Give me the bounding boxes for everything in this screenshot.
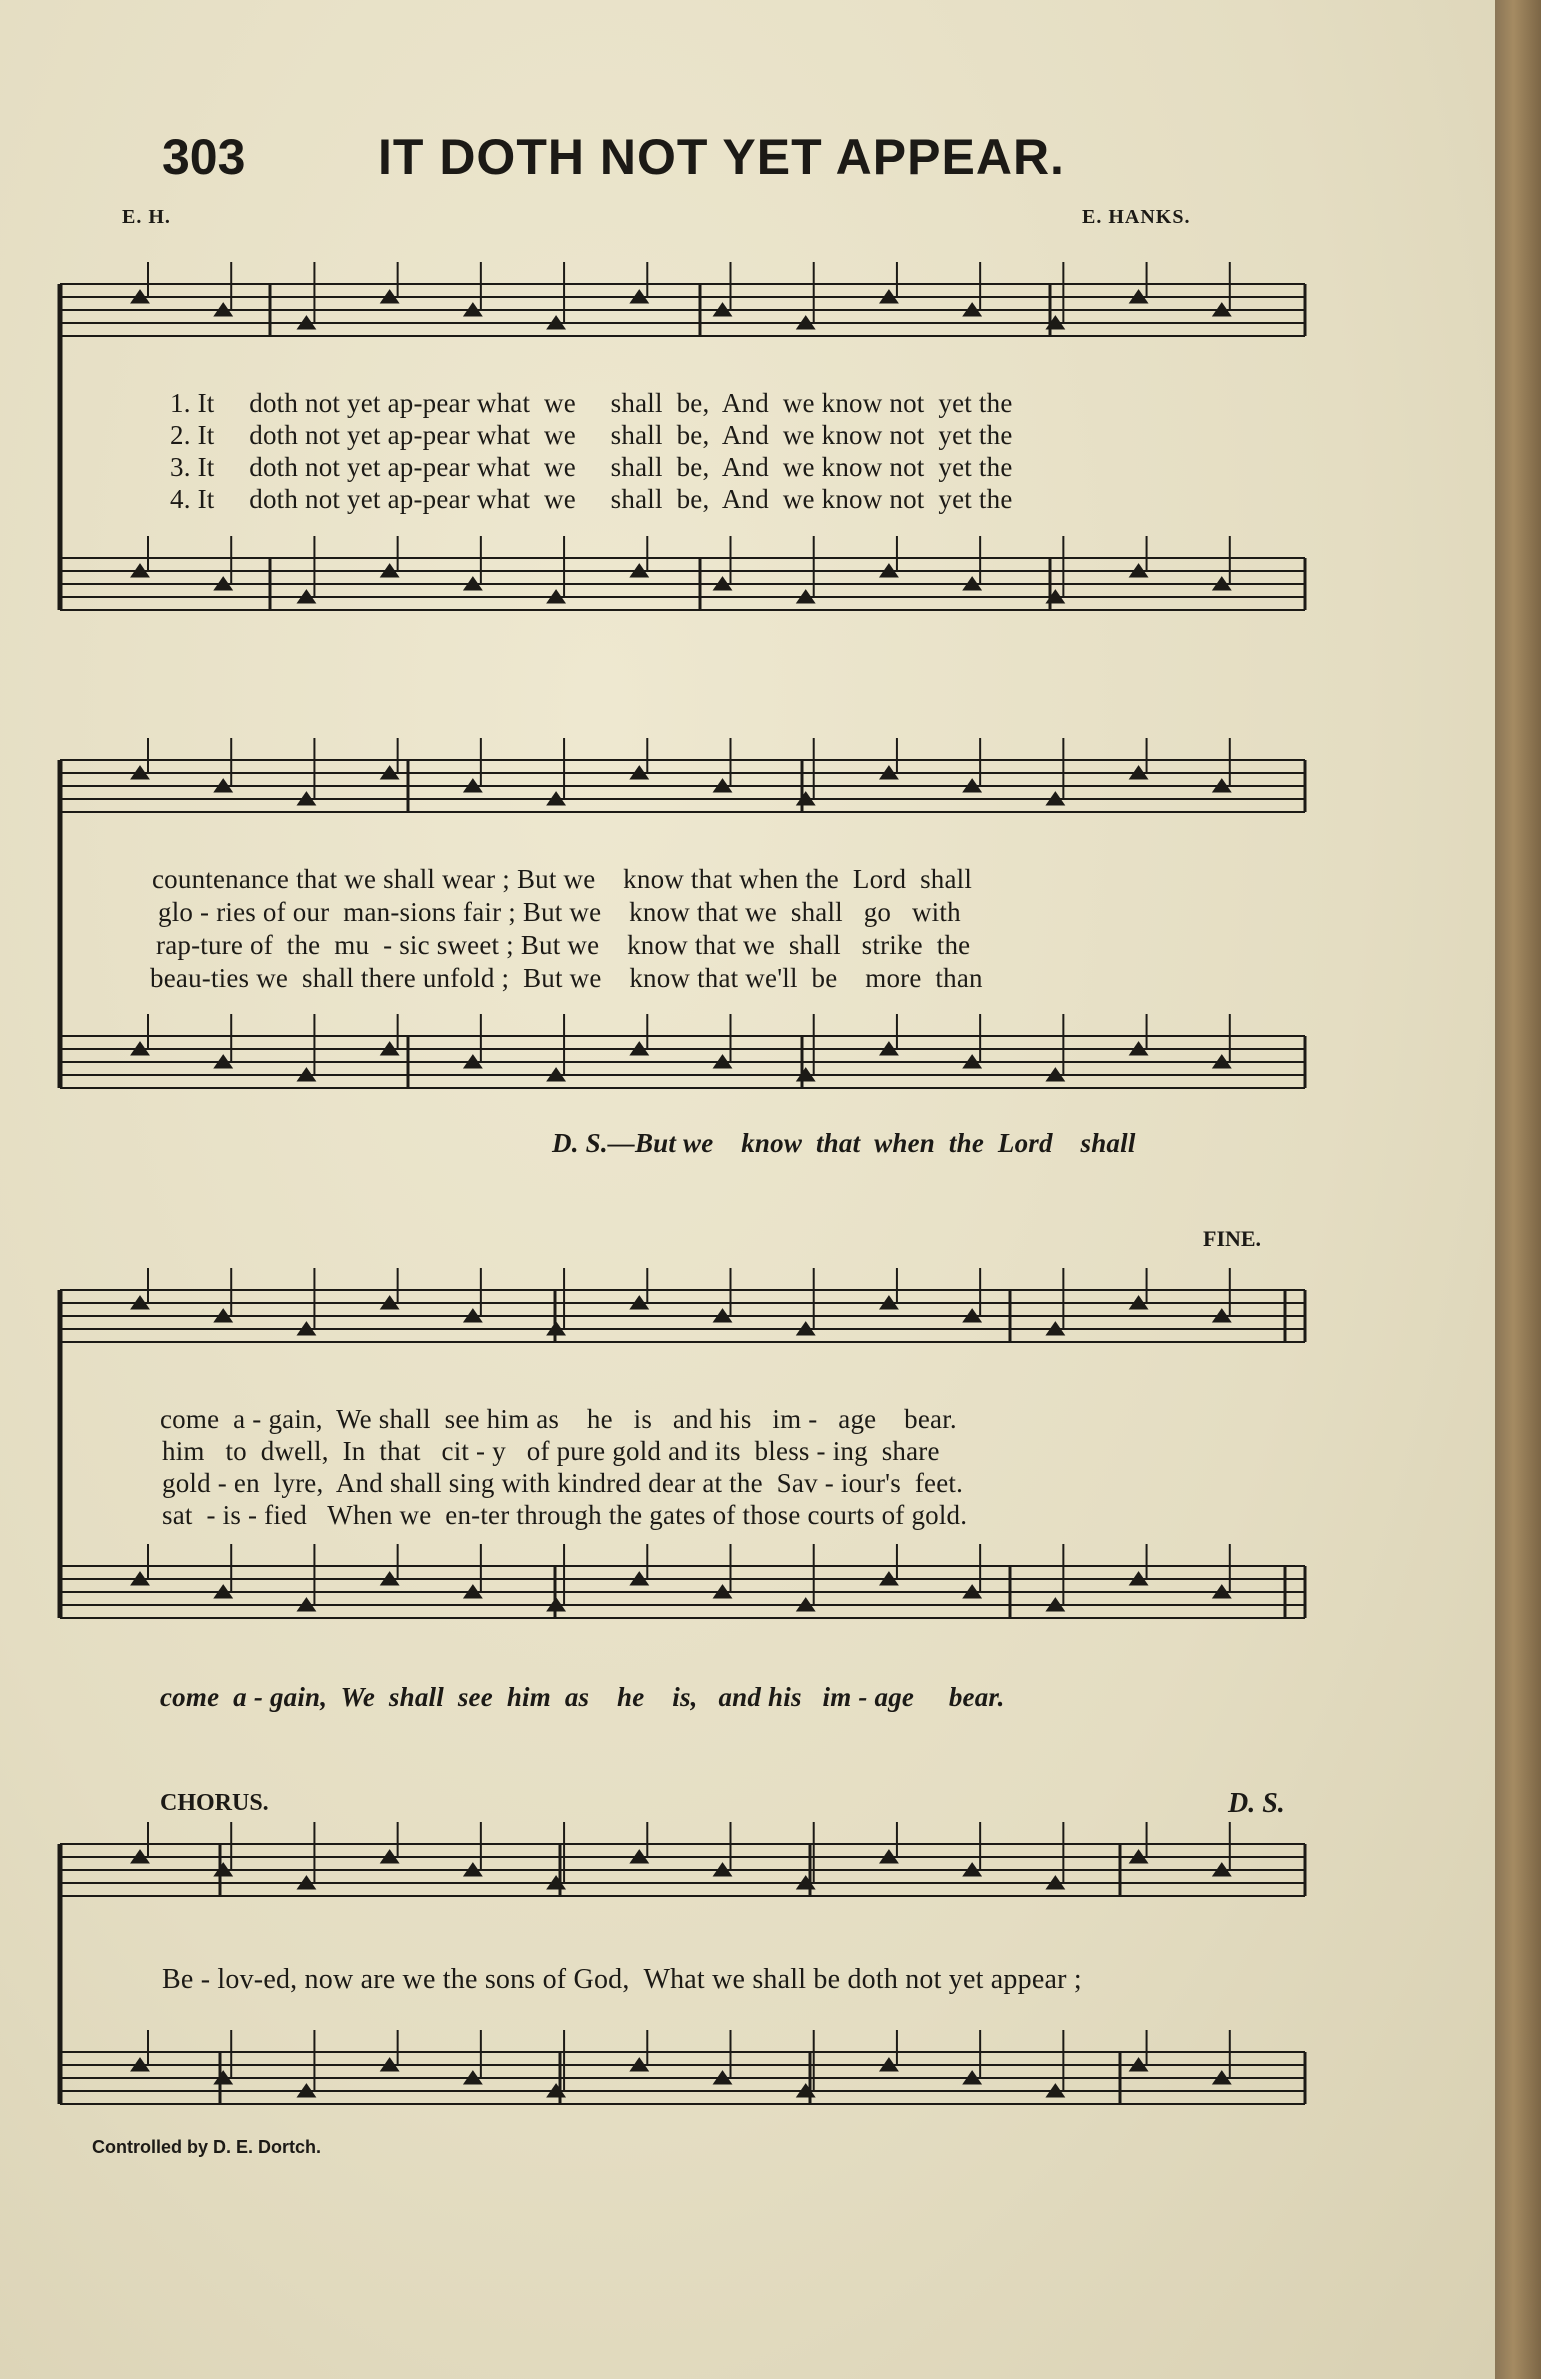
copyright-footer: Controlled by D. E. Dortch.	[92, 2137, 322, 2157]
chorus-label: CHORUS.	[160, 1790, 269, 1816]
lyric-verse-1-line-2: countenance that we shall wear ; But we know that when the Lord shall	[152, 864, 973, 894]
lyric-verse-3-line-3: gold - en lyre, And shall sing with kindred dear at the Sav - iour's feet.	[162, 1468, 964, 1498]
lyric-verse-2-line-3: him to dwell, In that cit - y of pure gold and its bless - ing share	[162, 1436, 940, 1466]
fine-mark: FINE.	[1203, 1226, 1262, 1251]
lyric-verse-2-line-1: 2. It doth not yet ap-pear what we shall be, And we know not yet the	[170, 420, 1013, 450]
lyric-verse-3-line-2: rap-ture of the mu - sic sweet ; But we know that we shall strike the	[156, 930, 971, 960]
lyric-chorus: Be - lov-ed, now are we the sons of God, What we shall be doth not yet appear ;	[162, 1964, 1082, 1995]
lyric-verse-3-line-1: 3. It doth not yet ap-pear what we shall be, And we know not yet the	[170, 452, 1013, 482]
ds-mark: D. S.	[1228, 1788, 1285, 1819]
music-credit: E. HANKS.	[1082, 206, 1191, 228]
lyric-verse-4-line-1: 4. It doth not yet ap-pear what we shall be, And we know not yet the	[170, 484, 1013, 514]
hymn-title: IT DOTH NOT YET APPEAR.	[378, 129, 1065, 185]
words-credit: E. H.	[122, 206, 171, 228]
lyric-verse-1-line-3: come a - gain, We shall see him as he is and his im - age bear.	[160, 1404, 957, 1434]
ds-lyric-line-2: come a - gain, We shall see him as he is, and his im - age bear.	[160, 1682, 1005, 1712]
lyric-verse-1-line-1: 1. It doth not yet ap-pear what we shall be, And we know not yet the	[170, 388, 1013, 418]
hymn-number: 303	[162, 129, 246, 185]
lyric-verse-4-line-2: beau-ties we shall there unfold ; But we know that we'll be more than	[150, 963, 983, 993]
lyric-verse-2-line-2: glo - ries of our man-sions fair ; But we know that we shall go with	[158, 897, 961, 927]
book-spine	[1495, 0, 1541, 2379]
lyric-verse-4-line-3: sat - is - fied When we en-ter through the gates of those courts of gold.	[162, 1500, 968, 1530]
ds-lyric-line-1: D. S.—But we know that when the Lord shall	[552, 1128, 1136, 1158]
